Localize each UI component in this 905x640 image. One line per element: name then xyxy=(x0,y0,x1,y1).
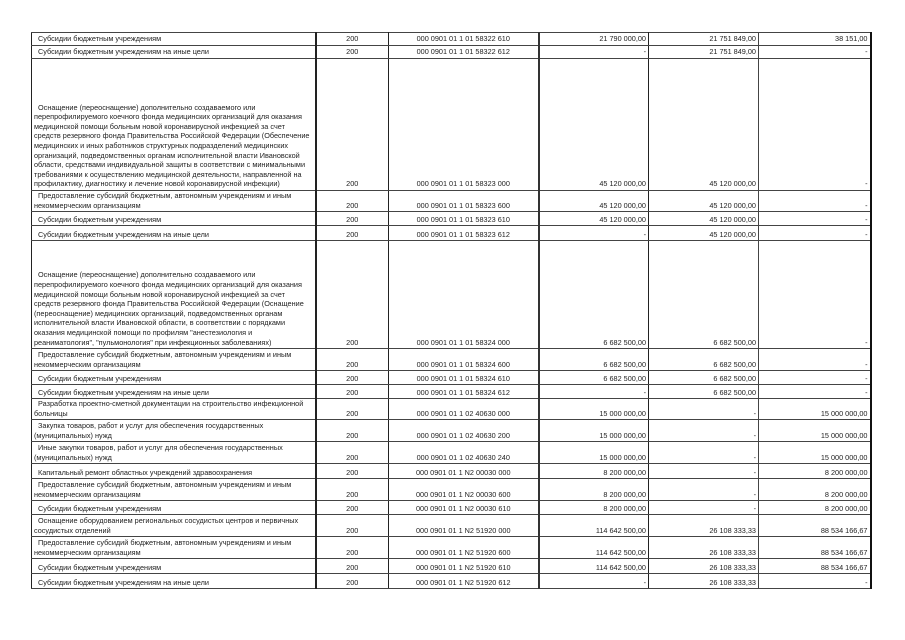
row-name-cell: Оснащение оборудованием региональных сосудистых центров и первичных сосудистых отделений xyxy=(32,515,316,537)
row-unexecuted-amount-cell: - xyxy=(759,385,871,399)
row-name-cell: Субсидии бюджетным учреждениям на иные цели xyxy=(32,385,316,399)
table-row xyxy=(32,537,871,559)
row-name-cell: Субсидии бюджетным учреждениям на иные цели xyxy=(32,574,316,589)
table-row xyxy=(32,46,871,59)
row-planned-amount-cell: 45 120 000,00 xyxy=(539,191,649,212)
row-kvsr-cell: 200 xyxy=(316,371,389,385)
table-row xyxy=(32,191,871,212)
row-executed-amount-cell: - xyxy=(649,399,759,420)
row-kvsr-cell: 200 xyxy=(316,574,389,589)
row-kvsr-cell: 200 xyxy=(316,226,389,241)
row-name-cell: Оснащение (переоснащение) дополнительно создаваемого или перепрофилируемого коечного фонда медицинских организаций для оказания медицинской помощи больным новой коронавирусной инфекцией за счет средств резервного фонда Правительства Российской Федерации (Обеспечение медицинских и иных работников структурных подразделений медицинских организаций, подведомственных органам исполнительной власти Ивановской области, средствами индивидуальной защиты в соответствии с минимальными требованиями к осуществлению медицинской деятельности, направленной на профилактику, диагностику и лечение новой коронавирусной инфекции) xyxy=(32,59,316,191)
row-kvsr-cell: 200 xyxy=(316,420,389,442)
table-row xyxy=(32,464,871,479)
row-budget-code-cell: 000 0901 01 1 01 58323 000 xyxy=(389,59,539,191)
row-planned-amount-cell: 45 120 000,00 xyxy=(539,59,649,191)
row-planned-amount-cell: 15 000 000,00 xyxy=(539,420,649,442)
row-budget-code-cell: 000 0901 01 1 02 40630 240 xyxy=(389,442,539,464)
row-planned-amount-cell: 114 642 500,00 xyxy=(539,559,649,574)
row-budget-code-cell: 000 0901 01 1 N2 51920 600 xyxy=(389,537,539,559)
table-row xyxy=(32,479,871,501)
row-executed-amount-cell: 6 682 500,00 xyxy=(649,349,759,371)
row-executed-amount-cell: 6 682 500,00 xyxy=(649,241,759,349)
row-unexecuted-amount-cell: - xyxy=(759,59,871,191)
row-planned-amount-cell: - xyxy=(539,574,649,589)
row-unexecuted-amount-cell: - xyxy=(759,46,871,59)
row-budget-code-cell: 000 0901 01 1 02 40630 000 xyxy=(389,399,539,420)
row-budget-code-cell: 000 0901 01 1 01 58323 610 xyxy=(389,212,539,226)
row-budget-code-cell: 000 0901 01 1 N2 51920 612 xyxy=(389,574,539,589)
row-name-cell: Субсидии бюджетным учреждениям xyxy=(32,559,316,574)
row-unexecuted-amount-cell: - xyxy=(759,226,871,241)
row-unexecuted-amount-cell: 88 534 166,67 xyxy=(759,559,871,574)
row-executed-amount-cell: 45 120 000,00 xyxy=(649,191,759,212)
row-unexecuted-amount-cell: - xyxy=(759,574,871,589)
row-kvsr-cell: 200 xyxy=(316,464,389,479)
row-unexecuted-amount-cell: 8 200 000,00 xyxy=(759,464,871,479)
table-row xyxy=(32,241,871,349)
row-planned-amount-cell: 8 200 000,00 xyxy=(539,464,649,479)
row-planned-amount-cell: 114 642 500,00 xyxy=(539,537,649,559)
row-budget-code-cell: 000 0901 01 1 N2 00030 610 xyxy=(389,501,539,515)
row-kvsr-cell: 200 xyxy=(316,515,389,537)
row-budget-code-cell: 000 0901 01 1 01 58322 612 xyxy=(389,46,539,59)
row-budget-code-cell: 000 0901 01 1 N2 00030 600 xyxy=(389,479,539,501)
row-unexecuted-amount-cell: 8 200 000,00 xyxy=(759,479,871,501)
row-kvsr-cell: 200 xyxy=(316,241,389,349)
row-budget-code-cell: 000 0901 01 1 01 58324 600 xyxy=(389,349,539,371)
row-name-cell: Предоставление субсидий бюджетным, автономным учреждениям и иным некоммерческим организациям xyxy=(32,349,316,371)
table-row xyxy=(32,33,871,46)
row-executed-amount-cell: - xyxy=(649,464,759,479)
row-name-cell: Предоставление субсидий бюджетным, автономным учреждениям и иным некоммерческим организациям xyxy=(32,479,316,501)
row-executed-amount-cell: 26 108 333,33 xyxy=(649,537,759,559)
row-kvsr-cell: 200 xyxy=(316,191,389,212)
row-executed-amount-cell: 26 108 333,33 xyxy=(649,574,759,589)
table-row xyxy=(32,226,871,241)
row-kvsr-cell: 200 xyxy=(316,537,389,559)
row-unexecuted-amount-cell: 88 534 166,67 xyxy=(759,515,871,537)
row-name-cell: Капитальный ремонт областных учреждений здравоохранения xyxy=(32,464,316,479)
row-unexecuted-amount-cell: - xyxy=(759,371,871,385)
row-unexecuted-amount-cell: 8 200 000,00 xyxy=(759,501,871,515)
row-name-cell: Субсидии бюджетным учреждениям xyxy=(32,33,316,46)
row-name-cell: Субсидии бюджетным учреждениям xyxy=(32,501,316,515)
row-kvsr-cell: 200 xyxy=(316,479,389,501)
table-row xyxy=(32,385,871,399)
table-row xyxy=(32,212,871,226)
table-row xyxy=(32,574,871,589)
row-executed-amount-cell: 26 108 333,33 xyxy=(649,559,759,574)
row-planned-amount-cell: 6 682 500,00 xyxy=(539,349,649,371)
row-budget-code-cell: 000 0901 01 1 01 58324 610 xyxy=(389,371,539,385)
row-unexecuted-amount-cell: - xyxy=(759,349,871,371)
row-budget-code-cell: 000 0901 01 1 N2 51920 000 xyxy=(389,515,539,537)
row-planned-amount-cell: - xyxy=(539,226,649,241)
row-unexecuted-amount-cell: - xyxy=(759,191,871,212)
row-unexecuted-amount-cell: - xyxy=(759,241,871,349)
row-name-cell: Субсидии бюджетным учреждениям на иные цели xyxy=(32,46,316,59)
row-unexecuted-amount-cell: - xyxy=(759,212,871,226)
row-budget-code-cell: 000 0901 01 1 01 58324 612 xyxy=(389,385,539,399)
table-row xyxy=(32,59,871,191)
row-kvsr-cell: 200 xyxy=(316,559,389,574)
table-row xyxy=(32,420,871,442)
row-planned-amount-cell: 6 682 500,00 xyxy=(539,241,649,349)
row-planned-amount-cell: 8 200 000,00 xyxy=(539,479,649,501)
row-kvsr-cell: 200 xyxy=(316,385,389,399)
row-name-cell: Разработка проектно-сметной документации на строительство инфекционной больницы xyxy=(32,399,316,420)
row-planned-amount-cell: 45 120 000,00 xyxy=(539,212,649,226)
row-planned-amount-cell: - xyxy=(539,46,649,59)
row-name-cell: Предоставление субсидий бюджетным, автономным учреждениям и иным некоммерческим организациям xyxy=(32,191,316,212)
row-name-cell: Иные закупки товаров, работ и услуг для обеспечения государственных (муниципальных) нужд xyxy=(32,442,316,464)
row-budget-code-cell: 000 0901 01 1 01 58323 612 xyxy=(389,226,539,241)
row-kvsr-cell: 200 xyxy=(316,349,389,371)
row-name-cell: Субсидии бюджетным учреждениям xyxy=(32,212,316,226)
row-planned-amount-cell: - xyxy=(539,385,649,399)
row-executed-amount-cell: 45 120 000,00 xyxy=(649,212,759,226)
table-row xyxy=(32,515,871,537)
table-row xyxy=(32,349,871,371)
row-executed-amount-cell: 6 682 500,00 xyxy=(649,385,759,399)
row-unexecuted-amount-cell: 15 000 000,00 xyxy=(759,399,871,420)
row-executed-amount-cell: 21 751 849,00 xyxy=(649,33,759,46)
row-executed-amount-cell: - xyxy=(649,442,759,464)
row-planned-amount-cell: 15 000 000,00 xyxy=(539,399,649,420)
row-budget-code-cell: 000 0901 01 1 01 58324 000 xyxy=(389,241,539,349)
row-name-cell: Субсидии бюджетным учреждениям на иные цели xyxy=(32,226,316,241)
table-row xyxy=(32,371,871,385)
row-name-cell: Закупка товаров, работ и услуг для обеспечения государственных (муниципальных) нужд xyxy=(32,420,316,442)
row-name-cell: Предоставление субсидий бюджетным, автономным учреждениям и иным некоммерческим организациям xyxy=(32,537,316,559)
row-unexecuted-amount-cell: 88 534 166,67 xyxy=(759,537,871,559)
row-executed-amount-cell: - xyxy=(649,420,759,442)
row-planned-amount-cell: 8 200 000,00 xyxy=(539,501,649,515)
row-name-cell: Субсидии бюджетным учреждениям xyxy=(32,371,316,385)
row-budget-code-cell: 000 0901 01 1 02 40630 200 xyxy=(389,420,539,442)
row-kvsr-cell: 200 xyxy=(316,442,389,464)
row-name-cell: Оснащение (переоснащение) дополнительно создаваемого или перепрофилируемого коечного фонда медицинских организаций для оказания медицинской помощи больным новой коронавирусной инфекцией за счет средств резервного фонда Правительства Российской Федерации (Оснащение (переоснащение) медицинских организаций, подведомственных органам исполнительной власти Ивановской области, в соответствии с порядками оказания медицинской помощи по профилям "анестезиология и реаниматология", "пульмонология" при инфекционных заболеваниях) xyxy=(32,241,316,349)
row-executed-amount-cell: 21 751 849,00 xyxy=(649,46,759,59)
row-kvsr-cell: 200 xyxy=(316,59,389,191)
row-kvsr-cell: 200 xyxy=(316,399,389,420)
budget-execution-table xyxy=(31,32,872,589)
row-budget-code-cell: 000 0901 01 1 01 58322 610 xyxy=(389,33,539,46)
table-body xyxy=(32,33,871,589)
row-unexecuted-amount-cell: 15 000 000,00 xyxy=(759,442,871,464)
table-row xyxy=(32,559,871,574)
row-executed-amount-cell: 26 108 333,33 xyxy=(649,515,759,537)
row-planned-amount-cell: 6 682 500,00 xyxy=(539,371,649,385)
row-planned-amount-cell: 21 790 000,00 xyxy=(539,33,649,46)
row-unexecuted-amount-cell: 15 000 000,00 xyxy=(759,420,871,442)
row-executed-amount-cell: 6 682 500,00 xyxy=(649,371,759,385)
row-executed-amount-cell: - xyxy=(649,479,759,501)
row-executed-amount-cell: 45 120 000,00 xyxy=(649,59,759,191)
row-budget-code-cell: 000 0901 01 1 N2 00030 000 xyxy=(389,464,539,479)
row-unexecuted-amount-cell: 38 151,00 xyxy=(759,33,871,46)
row-budget-code-cell: 000 0901 01 1 01 58323 600 xyxy=(389,191,539,212)
table-row xyxy=(32,501,871,515)
row-budget-code-cell: 000 0901 01 1 N2 51920 610 xyxy=(389,559,539,574)
row-executed-amount-cell: - xyxy=(649,501,759,515)
table-row xyxy=(32,442,871,464)
row-executed-amount-cell: 45 120 000,00 xyxy=(649,226,759,241)
row-kvsr-cell: 200 xyxy=(316,46,389,59)
row-planned-amount-cell: 15 000 000,00 xyxy=(539,442,649,464)
row-planned-amount-cell: 114 642 500,00 xyxy=(539,515,649,537)
row-kvsr-cell: 200 xyxy=(316,212,389,226)
table-row xyxy=(32,399,871,420)
row-kvsr-cell: 200 xyxy=(316,33,389,46)
row-kvsr-cell: 200 xyxy=(316,501,389,515)
